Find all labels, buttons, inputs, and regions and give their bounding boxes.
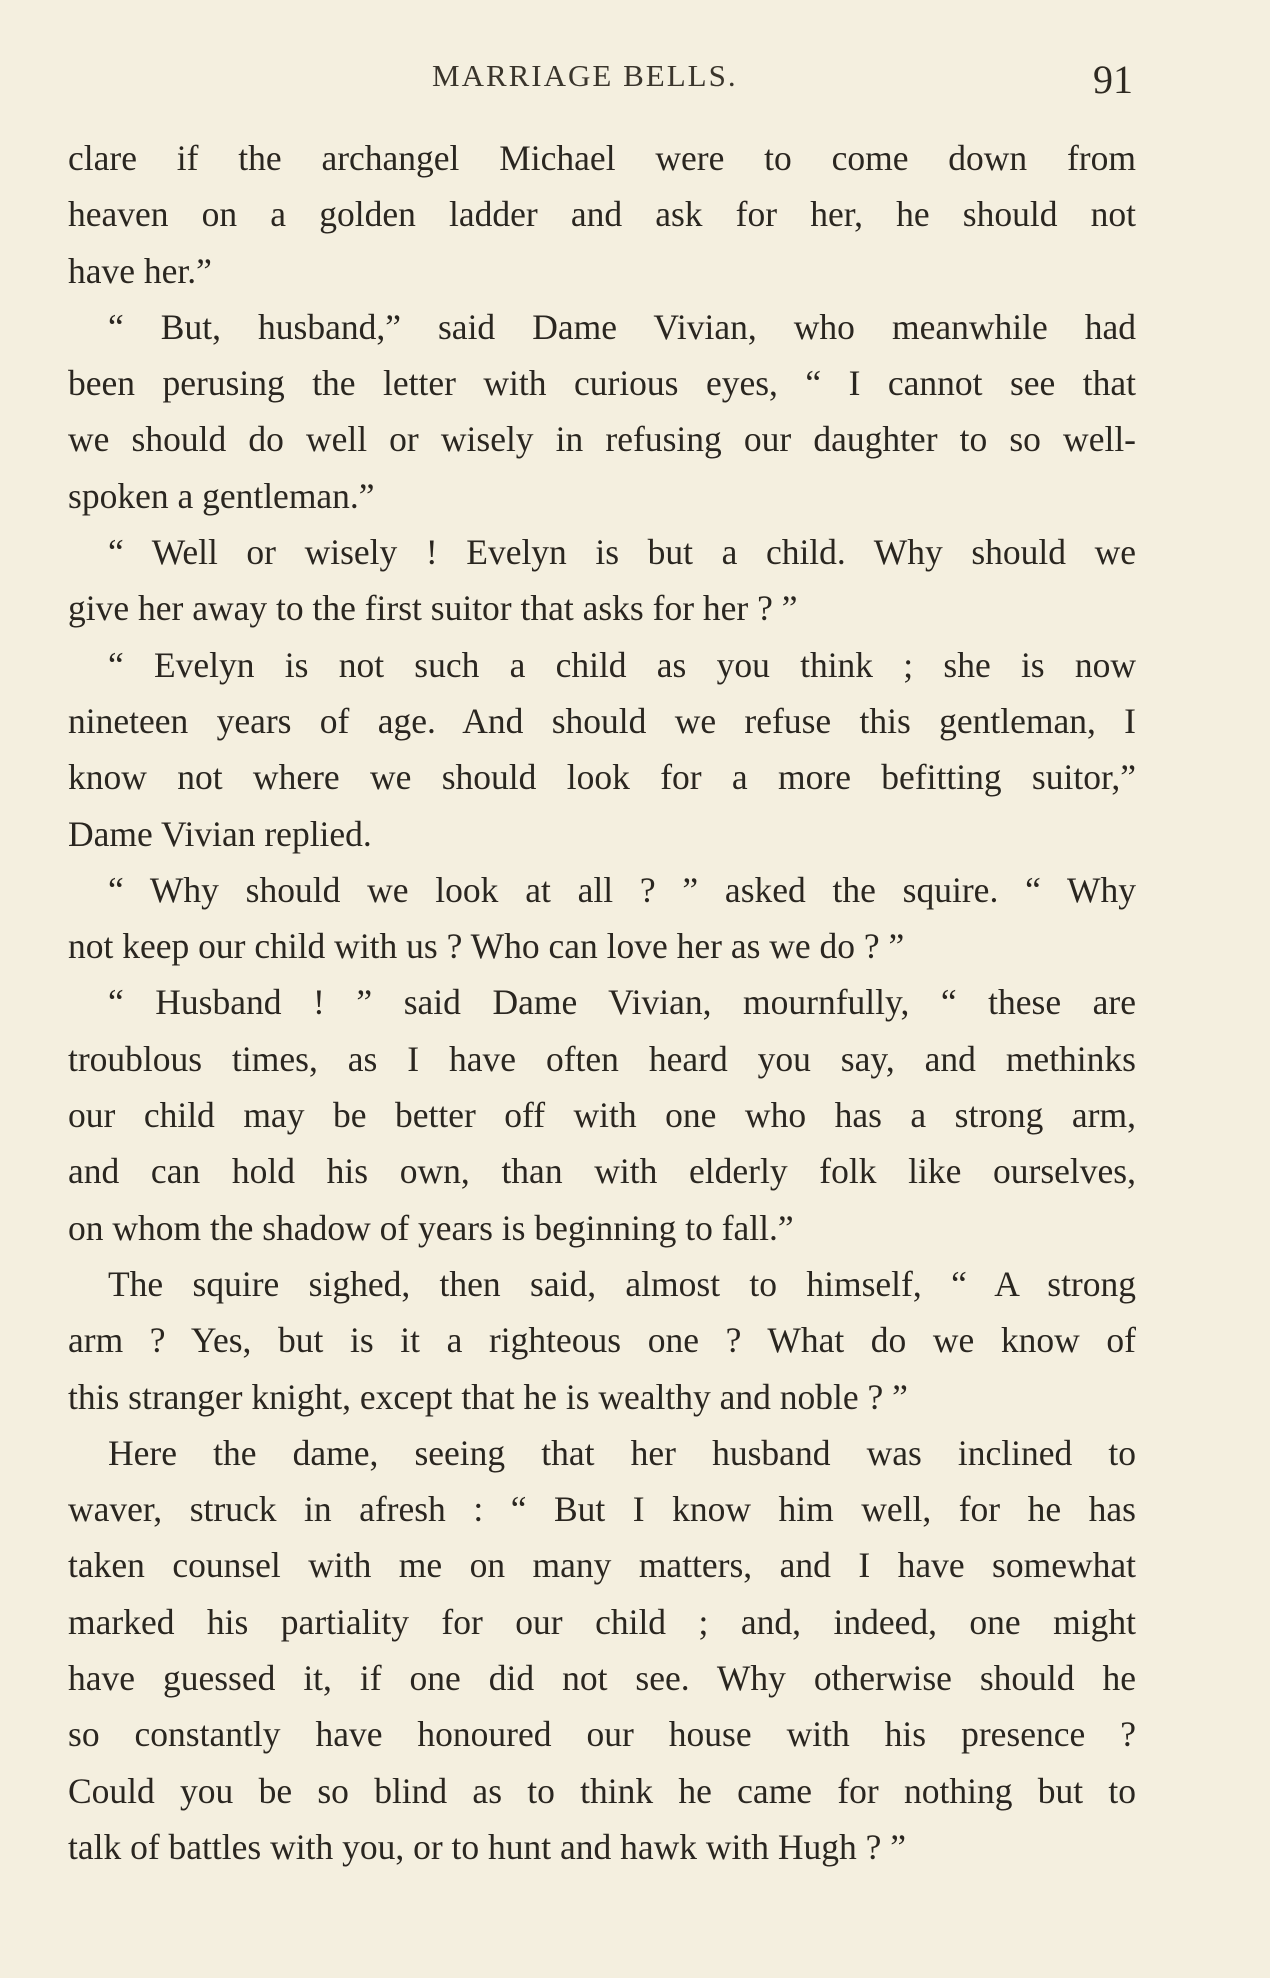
text-line [68, 1031, 1136, 1087]
text-line-content: know not where we should look for a more befitting suitor,” [68, 757, 1136, 798]
text-line-content: and can hold his own, than with elderly folk like ourselves, [68, 1151, 1136, 1192]
text-line [68, 299, 1136, 355]
text-line-content: Dame Vivian replied. [68, 813, 372, 854]
text-line [68, 1819, 1136, 1875]
running-title: MARRIAGE BELLS. [432, 58, 738, 93]
text-line [68, 243, 1136, 299]
text-line [68, 1481, 1136, 1537]
text-line [68, 130, 1136, 186]
text-line-content: clare if the archangel Michael were to come down from [68, 138, 1136, 178]
text-line-content: taken counsel with me on many matters, and I have somewhat [68, 1545, 1136, 1586]
text-line-content: heaven on a golden ladder and ask for her, he should not [68, 194, 1136, 235]
text-line-content: nineteen years of age. And should we refuse this gentleman, I [68, 700, 1136, 741]
text-line [68, 1763, 1136, 1819]
text-line [68, 1650, 1136, 1706]
text-line-content: “ Why should we look at all ? ” asked the squire. “ Why [108, 869, 1136, 910]
text-line-content: arm ? Yes, but is it a righteous one ? What do we know of [68, 1320, 1136, 1361]
text-line-content: not keep our child with us ? Who can love her as we do ? ” [68, 926, 905, 967]
running-head [0, 56, 1270, 106]
text-line-content: The squire sighed, then said, almost to himself, “ A strong [108, 1263, 1136, 1304]
text-line-content: “ Husband ! ” said Dame Vivian, mournfully, “ these are [108, 982, 1136, 1023]
text-line-content: talk of battles with you, or to hunt and hawk with Hugh ? ” [68, 1826, 907, 1867]
text-line [68, 411, 1136, 467]
text-line [68, 918, 1136, 974]
text-line-content: Could you be so blind as to think he came for nothing but to [68, 1770, 1136, 1811]
text-line [68, 355, 1136, 411]
text-line [68, 1369, 1136, 1425]
text-line-content: have guessed it, if one did not see. Why otherwise should he [68, 1658, 1136, 1699]
text-line-content: been perusing the letter with curious eyes, “ I cannot see that [68, 363, 1136, 404]
text-line-content: troublous times, as I have often heard you say, and methinks [68, 1038, 1136, 1079]
text-line [68, 580, 1136, 636]
text-line [68, 974, 1136, 1030]
text-line [68, 637, 1136, 693]
text-line [68, 186, 1136, 242]
text-line [68, 1312, 1136, 1368]
text-line-content: this stranger knight, except that he is wealthy and noble ? ” [68, 1376, 908, 1417]
text-line-content: on whom the shadow of years is beginning to fall.” [68, 1207, 794, 1248]
text-line-content: give her away to the first suitor that asks for her ? ” [68, 588, 798, 629]
text-line [68, 1256, 1136, 1312]
text-line [68, 1537, 1136, 1593]
text-line [68, 524, 1136, 580]
text-line [68, 1594, 1136, 1650]
text-line [68, 468, 1136, 524]
text-line-content: “ But, husband,” said Dame Vivian, who meanwhile had [108, 306, 1136, 347]
text-line [68, 1425, 1136, 1481]
text-line [68, 1143, 1136, 1199]
text-line-content: waver, struck in afresh : “ But I know him well, for he has [68, 1489, 1136, 1530]
text-line-content: have her.” [68, 250, 212, 291]
text-line [68, 1706, 1136, 1762]
text-line [68, 862, 1136, 918]
body-text [68, 130, 1136, 1875]
text-line [68, 806, 1136, 862]
text-line [68, 693, 1136, 749]
text-line-content: Here the dame, seeing that her husband was inclined to [108, 1432, 1136, 1473]
text-line [68, 1200, 1136, 1256]
text-line-content: “ Evelyn is not such a child as you think ; she is now [108, 644, 1136, 685]
page-number: 91 [1093, 57, 1133, 102]
text-line-content: so constantly have honoured our house with his presence ? [68, 1714, 1136, 1755]
text-line-content: “ Well or wisely ! Evelyn is but a child. Why should we [108, 532, 1136, 573]
text-line [68, 749, 1136, 805]
text-line [68, 1087, 1136, 1143]
text-line-content: we should do well or wisely in refusing our daughter to so well- [68, 419, 1136, 460]
text-line-content: spoken a gentleman.” [68, 475, 375, 516]
text-line-content: our child may be better off with one who has a strong arm, [68, 1095, 1136, 1136]
text-line-content: marked his partiality for our child ; and, indeed, one might [68, 1601, 1136, 1642]
